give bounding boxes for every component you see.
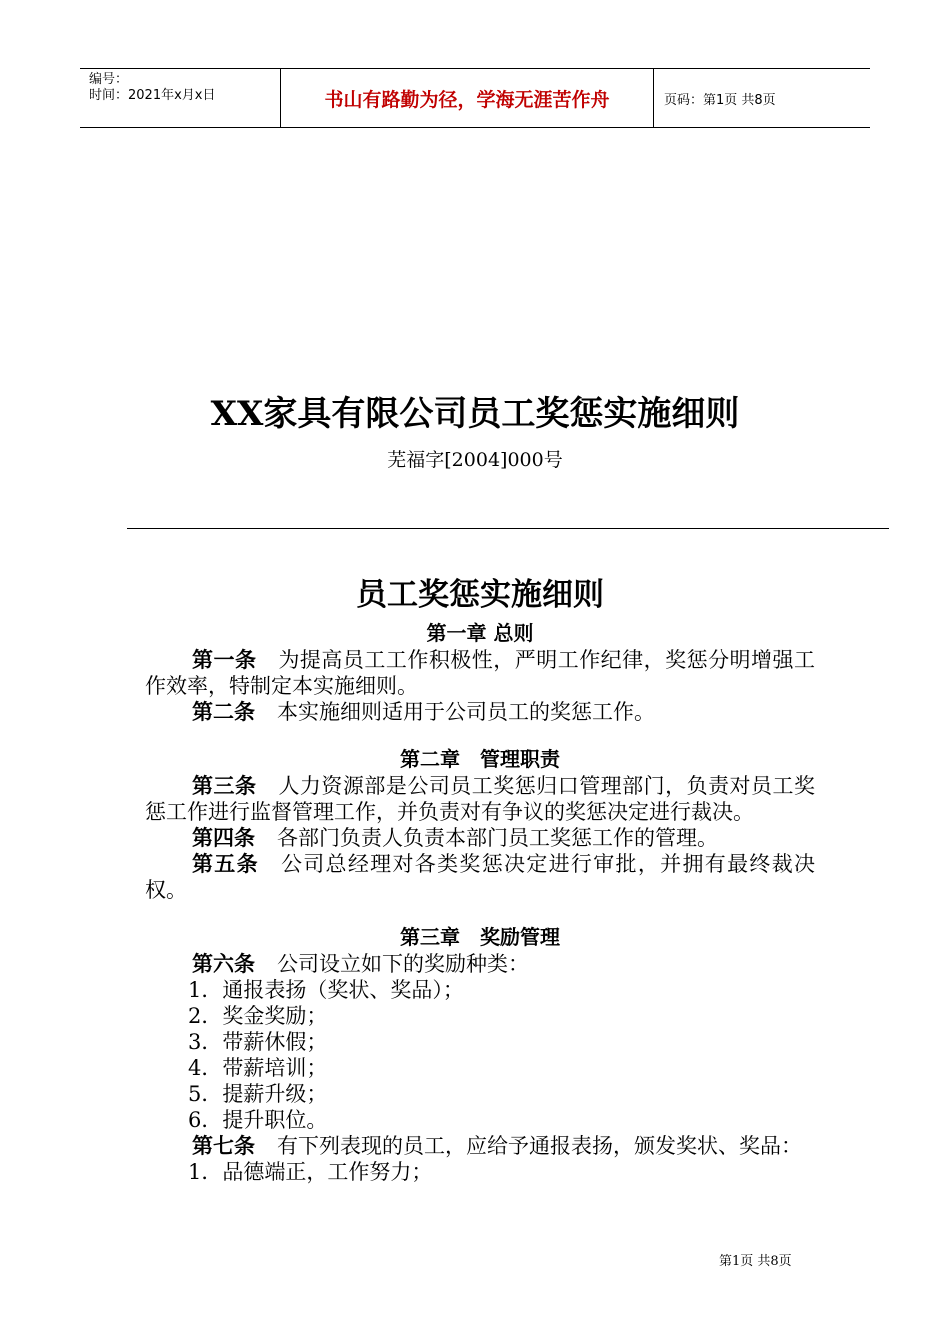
article <box>145 1133 815 1159</box>
article-label: 第一条 <box>192 648 257 672</box>
list-item: 3．带薪休假； <box>188 1030 328 1054</box>
article-label: 第三条 <box>192 774 257 798</box>
document-number: 芜福字[2004]000号 <box>387 449 563 471</box>
article-label: 第四条 <box>192 826 255 850</box>
divider <box>127 528 889 529</box>
chapter-heading: 第一章 总则 <box>426 621 534 645</box>
list-item: 6．提升职位。 <box>188 1108 328 1132</box>
article-text: 有下列表现的员工，应给予通报表扬，颁发奖状、奖品： <box>277 1134 802 1158</box>
article <box>145 951 815 977</box>
article-label: 第七条 <box>192 1134 255 1158</box>
page-footer: 第1页 共8页 <box>719 1254 792 1269</box>
list-item: 1．通报表扬（奖状、奖品）； <box>188 978 464 1002</box>
number-label: 编号： <box>89 72 129 87</box>
list-item: 1．品德端正，工作努力； <box>188 1160 433 1184</box>
article-text: 人力资源部是公司员工奖惩归口管理部门，负责对员工奖惩工作进行监督管理工作，并负责对有争议的奖惩决定进行裁决。 <box>145 774 816 824</box>
chapter-heading: 第三章 奖励管理 <box>400 925 560 949</box>
article-text: 各部门负责人负责本部门员工奖惩工作的管理。 <box>277 826 718 850</box>
article <box>145 825 815 851</box>
article-text: 公司设立如下的奖励种类： <box>277 952 529 976</box>
article-text: 公司总经理对各类奖惩决定进行审批，并拥有最终裁决权。 <box>145 852 816 902</box>
chapter-heading: 第二章 管理职责 <box>400 747 560 771</box>
list-item: 4．带薪培训； <box>188 1056 328 1080</box>
time-label: 时间：2021年x月x日 <box>89 88 216 103</box>
page-header <box>80 68 870 128</box>
article <box>145 773 815 825</box>
motto-text: 书山有路勤为径，学海无涯苦作舟 <box>324 88 610 111</box>
cover-title: XX家具有限公司员工奖惩实施细则 <box>210 394 740 434</box>
article-text: 本实施细则适用于公司员工的奖惩工作。 <box>277 700 655 724</box>
article <box>145 851 815 903</box>
list-item: 5．提薪升级； <box>188 1082 328 1106</box>
article-label: 第二条 <box>192 700 255 724</box>
body-title: 员工奖惩实施细则 <box>356 577 604 613</box>
article-label: 第六条 <box>192 952 255 976</box>
header-page <box>654 69 870 127</box>
header-motto <box>281 69 654 127</box>
article <box>145 699 815 725</box>
list-item: 2．奖金奖励； <box>188 1004 328 1028</box>
header-page-label: 页码：第1页 共8页 <box>664 92 776 108</box>
article <box>145 647 815 699</box>
article-text: 为提高员工工作积极性，严明工作纪律，奖惩分明增强工作效率，特制定本实施细则。 <box>145 648 816 698</box>
header-meta <box>80 69 281 127</box>
document-body <box>145 573 815 1185</box>
article-label: 第五条 <box>192 852 259 876</box>
